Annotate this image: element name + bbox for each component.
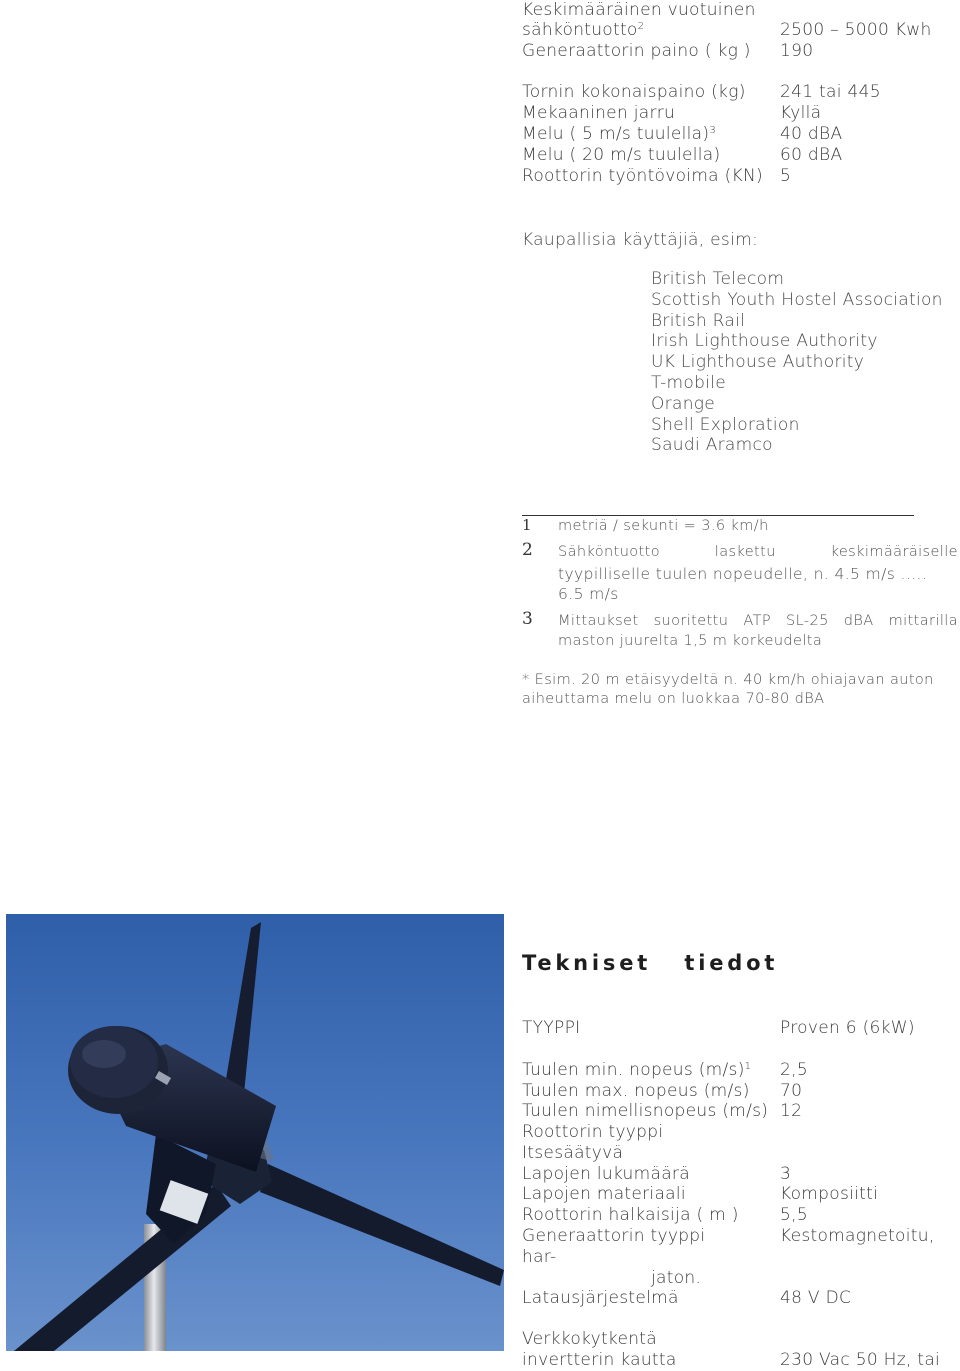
footnote-2-line2: tyypilliselle tuulen nopeudelle, n. 4.5 m/s .....	[558, 565, 928, 583]
tech-label: Lapojen lukumäärä	[522, 1164, 690, 1184]
spec-value: 40 dBA	[780, 124, 843, 144]
tech-title: Tekniset tiedot	[522, 951, 779, 975]
spec-label: Generaattorin paino ( kg )	[522, 41, 751, 61]
tech-label: jaton.	[651, 1268, 702, 1288]
tech-value: 3	[780, 1164, 792, 1184]
spec-value: 241 tai 445	[780, 82, 881, 102]
tech-value: 70	[780, 1081, 803, 1101]
example-note-line1: * Esim. 20 m etäisyydeltä n. 40 km/h ohiajavan auton	[522, 672, 934, 688]
wind-turbine-icon	[6, 914, 504, 1351]
tech-label: Verkkokytkentä	[522, 1329, 657, 1349]
user-item: British Telecom	[651, 269, 785, 289]
tech-value: 12	[780, 1101, 803, 1121]
type-label: TYYPPI	[522, 1018, 581, 1038]
wind-turbine-photo	[6, 914, 504, 1351]
tech-label: Itsesäätyvä	[522, 1143, 624, 1163]
tech-label: har-	[522, 1247, 557, 1267]
footnote-3-line2: maston juurelta 1,5 m korkeudelta	[558, 633, 823, 649]
tech-label: Roottorin tyyppi	[522, 1122, 664, 1142]
user-item: Scottish Youth Hostel Association	[651, 289, 943, 310]
spec-label: Melu ( 5 m/s tuulella)$^3$	[522, 124, 716, 144]
footnote-2-number: 2	[522, 540, 533, 560]
spec-label: Roottorin työntövoima (KN)	[522, 166, 763, 186]
spec-label: sähköntuotto$^2$	[522, 20, 645, 40]
tech-label: Latausjärjestelmä	[522, 1288, 679, 1308]
type-value: Proven 6 (6kW)	[780, 1018, 915, 1038]
user-item: Shell Exploration	[651, 414, 800, 435]
footnote-3-line1: Mittaukset suoritettu ATP SL-25 dBA mittarilla	[558, 613, 958, 629]
tech-label: Tuulen nimellisnopeus (m/s)	[522, 1101, 769, 1121]
user-item: Irish Lighthouse Authority	[651, 331, 878, 352]
user-item: Saudi Aramco	[651, 435, 773, 456]
tech-label: invertterin kautta	[522, 1350, 677, 1370]
tech-value: 2,5	[780, 1060, 808, 1080]
tech-value: Kestomagnetoitu,	[780, 1226, 935, 1246]
spec-value: 2500 – 5000 Kwh	[780, 20, 932, 40]
tech-value: 230 Vac 50 Hz, tai	[780, 1350, 941, 1370]
spec-value: Kyllä	[780, 103, 822, 123]
users-heading: Kaupallisia käyttäjiä, esim:	[522, 230, 758, 250]
tech-label: Tuulen max. nopeus (m/s)	[522, 1081, 750, 1101]
tech-value: Komposiitti	[780, 1184, 879, 1204]
tech-label: Generaattorin tyyppi	[522, 1226, 706, 1246]
footnote-3-number: 3	[522, 609, 533, 629]
spec-label: Mekaaninen jarru	[522, 103, 676, 123]
tech-label: Roottorin halkaisija ( m )	[522, 1205, 739, 1225]
user-item: British Rail	[651, 310, 746, 331]
tech-value: 48 V DC	[780, 1288, 852, 1308]
tech-label: Lapojen materiaali	[522, 1184, 686, 1204]
spec-value: 190	[780, 41, 814, 61]
tech-label: Tuulen min. nopeus $(m/s)^1$	[522, 1060, 752, 1080]
users-list	[651, 269, 943, 456]
example-note-line2: aiheuttama melu on luokkaa 70-80 dBA	[522, 691, 825, 707]
footnote-1-number: 1	[522, 516, 532, 534]
spec-value: 60 dBA	[780, 145, 843, 165]
spec-value: 5	[780, 166, 792, 186]
footnote-2-line3: 6.5 m/s	[558, 585, 619, 603]
footnote-1-text: metriä / sekunti = 3.6 km/h	[558, 518, 769, 534]
spec-label: Tornin kokonaispaino (kg)	[522, 82, 746, 102]
footnote-2-line1: Sähköntuotto laskettu keskimääräiselle	[558, 544, 958, 560]
spec-label: Keskimääräinen vuotuinen	[522, 0, 756, 20]
user-item: Orange	[651, 393, 716, 414]
user-item: UK Lighthouse Authority	[651, 352, 865, 373]
tech-value: 5,5	[780, 1205, 808, 1225]
spec-label: Melu ( 20 m/s tuulella)	[522, 145, 721, 165]
user-item: T-mobile	[651, 372, 727, 393]
